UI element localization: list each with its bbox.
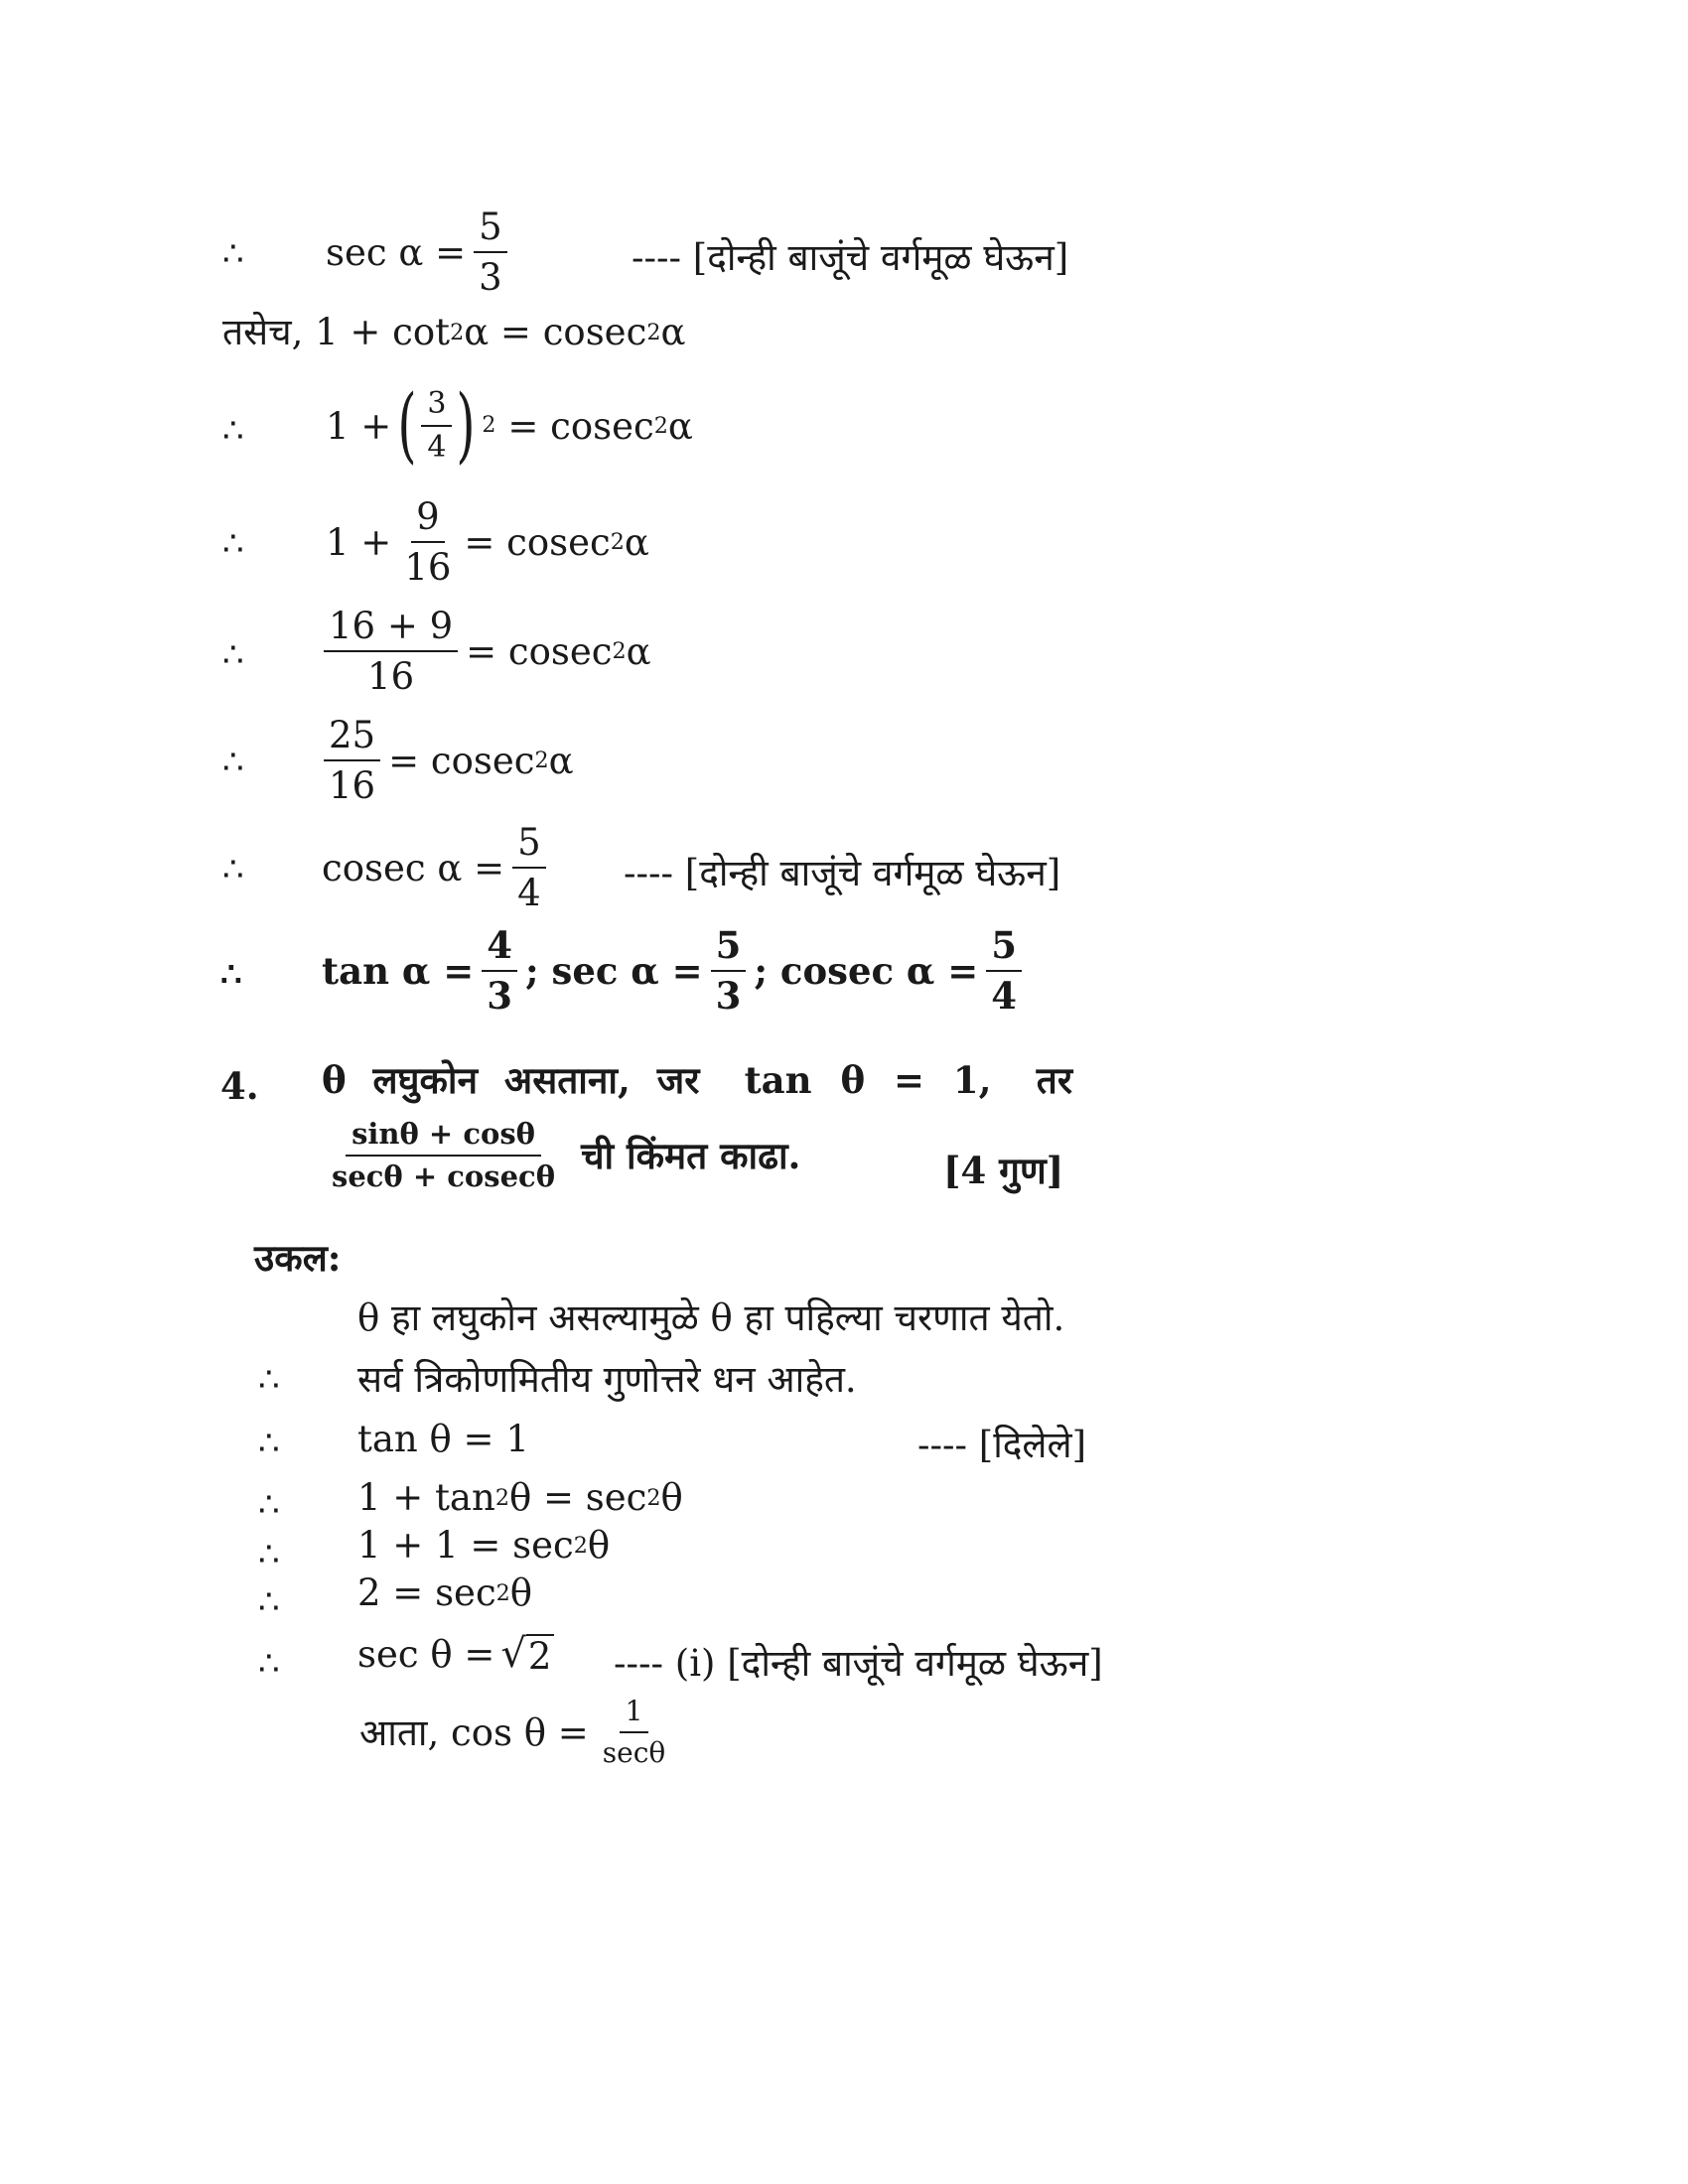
therefore-symbol: ∴ xyxy=(222,635,244,675)
numerator: 1 xyxy=(620,1698,649,1733)
equation-sec-alpha xyxy=(326,205,515,299)
text: θ xyxy=(660,1476,683,1519)
denominator: 16 xyxy=(367,655,415,698)
text: 1 + 1 = sec xyxy=(357,1524,574,1567)
denominator: 3 xyxy=(715,974,742,1018)
text: ची किंमत काढा. xyxy=(581,1133,801,1177)
therefore-symbol: ∴ xyxy=(258,1535,280,1574)
denominator: secθ xyxy=(602,1736,666,1769)
numerator: sinθ + cosθ xyxy=(346,1120,541,1157)
text: θ लघुकोन असताना, जर xyxy=(322,1058,700,1102)
therefore-symbol: ∴ xyxy=(222,850,244,889)
equation-lhs: cosec α = xyxy=(322,846,505,889)
annotation-square-root: ---- (i) [दोन्ही बाजूंचे वर्गमूळ घेऊन] xyxy=(614,1642,1103,1685)
numerator: 16 + 9 xyxy=(324,608,458,652)
therefore-symbol: ∴ xyxy=(258,1644,280,1684)
text: = cosec xyxy=(507,404,654,448)
denominator: 16 xyxy=(329,764,376,807)
numerator: 4 xyxy=(482,927,517,972)
solution-step xyxy=(359,1695,679,1769)
therefore-symbol: ∴ xyxy=(258,1424,280,1463)
therefore-symbol: ∴ xyxy=(222,411,244,451)
equation-substitute-cot: 1 + ( $\frac{3}{4}$ ) 2 = cosec 2 α xyxy=(326,378,693,473)
left-paren: ( xyxy=(397,378,417,473)
therefore-symbol: ∴ xyxy=(220,955,242,995)
numerator: 5 xyxy=(474,208,507,253)
text: 1 + xyxy=(326,404,392,448)
solution-step: tan θ = 1 xyxy=(357,1418,529,1460)
text: ; cosec α = xyxy=(754,948,979,993)
annotation-given: ---- [दिलेले] xyxy=(917,1424,1087,1466)
summary-ratios xyxy=(322,923,1030,1018)
text: 2 = sec xyxy=(357,1571,496,1614)
text: sec θ = xyxy=(357,1633,495,1676)
equation-sum-over-sixteen: $\frac{16 + 9}{16}$ = cosec 2 α xyxy=(324,608,651,695)
fraction xyxy=(597,1695,671,1769)
text: θ = sec xyxy=(508,1476,647,1519)
marks-badge: [4 गुण] xyxy=(943,1149,1064,1192)
text: ; sec α = xyxy=(524,948,703,993)
solution-step: 2 = sec 2 θ xyxy=(357,1571,533,1614)
square-root xyxy=(500,1631,554,1678)
therefore-symbol: ∴ xyxy=(222,234,244,274)
text: θ xyxy=(587,1524,611,1567)
therefore-symbol: ∴ xyxy=(258,1582,280,1622)
numerator: 5 xyxy=(711,927,747,972)
numerator: 9 xyxy=(411,498,445,543)
numerator: 5 xyxy=(986,927,1022,972)
annotation-square-root: ---- [दोन्ही बाजूंचे वर्गमूळ घेऊन] xyxy=(632,236,1069,279)
fraction xyxy=(421,386,452,465)
solution-step: 1 + 1 = sec 2 θ xyxy=(357,1524,611,1567)
therefore-symbol: ∴ xyxy=(222,743,244,782)
identity-cot-cosec: तसेच, 1 + cot 2 α = cosec 2 α xyxy=(222,311,686,353)
denominator: 16 xyxy=(404,546,452,589)
text: = cosec xyxy=(388,739,535,782)
question-expression xyxy=(326,1117,801,1193)
text: α = cosec xyxy=(464,311,647,353)
therefore-symbol: ∴ xyxy=(258,1485,280,1525)
fraction xyxy=(711,923,747,1018)
fraction xyxy=(324,605,458,698)
fraction xyxy=(986,923,1022,1018)
question-number: 4. xyxy=(220,1064,259,1108)
denominator: 4 xyxy=(517,872,541,914)
equation-twentyfive-sixteenths: $\frac{25}{16}$ = cosec 2 α xyxy=(324,717,574,804)
radicand: 2 xyxy=(526,1634,555,1675)
fraction xyxy=(326,1117,561,1193)
text: 1 + tan xyxy=(357,1476,495,1519)
text: α xyxy=(548,739,574,782)
question-statement xyxy=(322,1058,1072,1102)
numerator: 3 xyxy=(421,389,452,427)
text: α xyxy=(667,404,693,448)
solution-step xyxy=(357,1631,554,1678)
denominator: 4 xyxy=(427,430,447,465)
fraction xyxy=(474,205,507,299)
solution-heading: उकल: xyxy=(254,1236,342,1280)
text: α xyxy=(626,629,651,673)
fraction xyxy=(512,821,546,914)
right-paren: ) xyxy=(456,378,477,473)
denominator: 3 xyxy=(487,974,512,1018)
text: तसेच, 1 + cot xyxy=(222,311,451,353)
text: α xyxy=(660,311,686,353)
text: tan θ = 1, xyxy=(744,1058,992,1102)
therefore-symbol: ∴ xyxy=(222,524,244,564)
denominator: 3 xyxy=(479,256,502,299)
denominator: 4 xyxy=(991,974,1018,1018)
fraction xyxy=(482,923,517,1018)
text: α xyxy=(624,520,649,564)
radical-sign: √ xyxy=(500,1631,526,1677)
solution-statement: सर्व त्रिकोणमितीय गुणोत्तरे धन आहेत. xyxy=(357,1358,857,1401)
text: 1 + xyxy=(326,520,392,564)
equation-lhs: sec α = xyxy=(326,230,467,274)
text: तर xyxy=(1036,1058,1072,1102)
fraction xyxy=(324,714,380,807)
solution-statement: θ हा लघुकोन असल्यामुळे θ हा पहिल्या चरणात येतो. xyxy=(357,1297,1065,1339)
text: θ xyxy=(509,1571,533,1614)
denominator: secθ + cosecθ xyxy=(332,1160,556,1193)
text: = cosec xyxy=(464,520,611,564)
annotation-square-root: ---- [दोन्ही बाजूंचे वर्गमूळ घेऊन] xyxy=(624,852,1061,894)
equation-cosec-alpha xyxy=(322,821,554,914)
equation-nine-sixteenths: 1 + $\frac{9}{16}$ = cosec 2 α xyxy=(326,495,649,589)
numerator: 5 xyxy=(512,824,546,869)
text: tan α = xyxy=(322,948,475,993)
numerator: 25 xyxy=(324,717,380,761)
text: आता, cos θ = xyxy=(359,1710,589,1754)
fraction xyxy=(399,495,456,589)
text: = cosec xyxy=(466,629,613,673)
therefore-symbol: ∴ xyxy=(258,1360,280,1400)
solution-step: 1 + tan 2 θ = sec 2 θ xyxy=(357,1476,683,1519)
